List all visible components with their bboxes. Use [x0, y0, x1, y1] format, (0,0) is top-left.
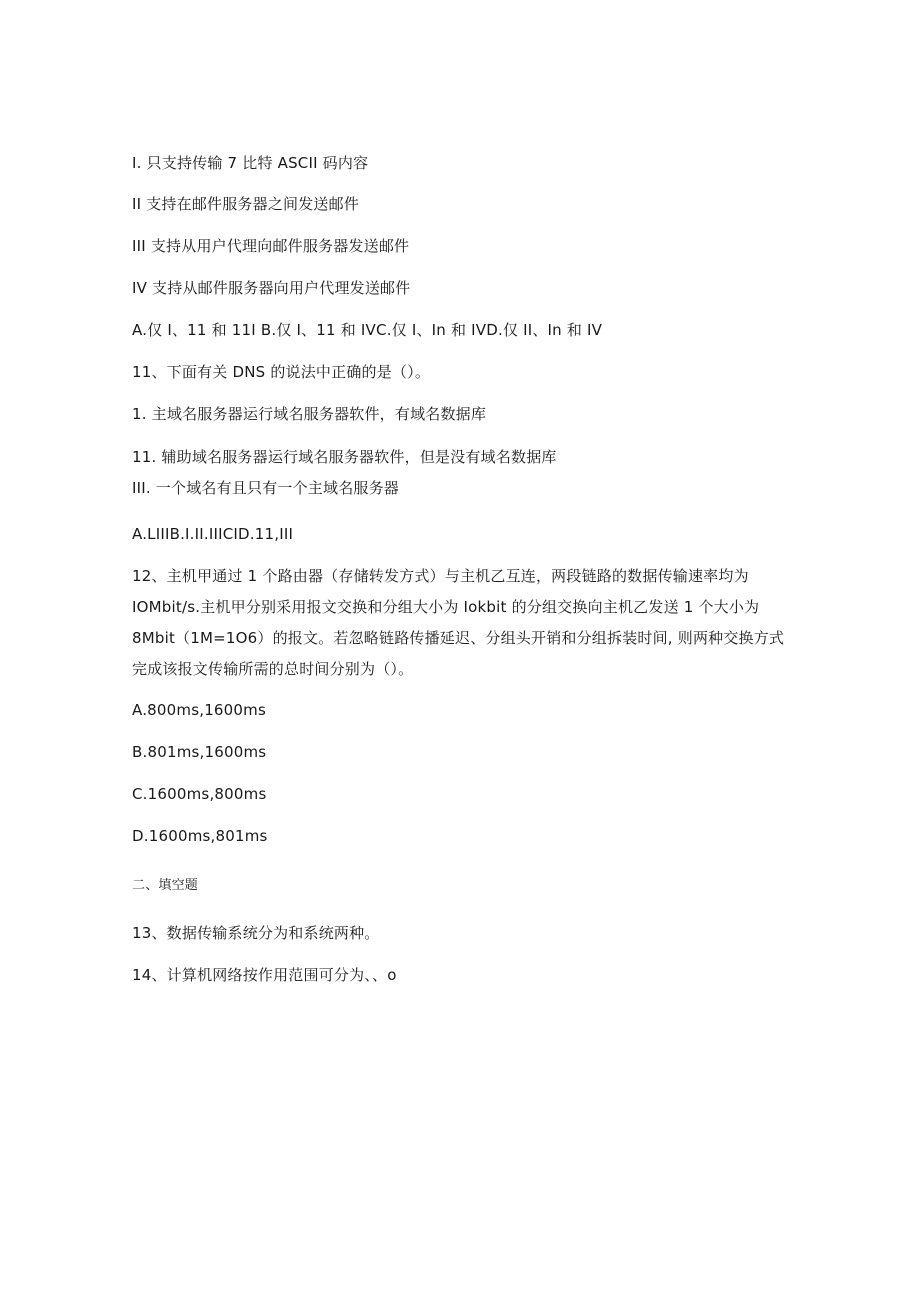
- text-line-dns-statement-1: 1. 主域名服务器运行域名服务器软件，有域名数据库: [132, 405, 487, 423]
- text-line-question-14: 14、计算机网络按作用范围可分为、、o: [132, 966, 397, 984]
- text-line-dns-statement-3: III. 一个域名有且只有一个主域名服务器: [132, 479, 400, 497]
- text-line-option-d: D.1600ms,801ms: [132, 827, 268, 845]
- text-line-smtp-option-4: IV 支持从邮件服务器向用户代理发送邮件: [132, 279, 411, 297]
- text-line-option-b: B.801ms,1600ms: [132, 743, 267, 761]
- text-line-answer-choices-10: A.仅 I、11 和 11I B.仅 I、11 和 IVC.仅 I、In 和 IVD.仅 II、In 和 IV: [132, 321, 603, 339]
- text-line-question-12-part-4: 完成该报文传输所需的总时间分别为（）。: [132, 660, 414, 678]
- text-line-option-c: C.1600ms,800ms: [132, 785, 267, 803]
- text-line-question-12-part-1: 12、主机甲通过 1 个路由器（存储转发方式）与主机乙互连，两段链路的数据传输速率均为: [132, 567, 749, 585]
- text-line-question-12-part-2: IOMbit/s.主机甲分别采用报文交换和分组大小为 Iokbit 的分组交换向主机乙发送 1 个大小为: [132, 598, 760, 616]
- text-line-option-a: A.800ms,1600ms: [132, 701, 266, 719]
- text-line-question-12-part-3: 8Mbit（1M=1O6）的报文。若忽略链路传播延迟、分组头开销和分组拆装时间, 则两种交换方式: [132, 629, 785, 647]
- text-line-smtp-option-1: I. 只支持传输 7 比特 ASCII 码内容: [132, 154, 369, 172]
- text-line-question-13: 13、数据传输系统分为和系统两种。: [132, 924, 380, 942]
- text-line-dns-statement-2: 11. 辅助域名服务器运行域名服务器软件，但是没有域名数据库: [132, 448, 557, 466]
- text-line-question-11: 11、下面有关 DNS 的说法中正确的是（）。: [132, 363, 431, 381]
- text-line-answer-choices-11: A.LIIIB.I.II.IIICID.11,III: [132, 525, 294, 543]
- text-line-smtp-option-3: III 支持从用户代理向邮件服务器发送邮件: [132, 237, 410, 255]
- section-heading-fill-in-blank: 二、填空题: [132, 878, 199, 893]
- text-line-smtp-option-2: II 支持在邮件服务器之间发送邮件: [132, 195, 360, 213]
